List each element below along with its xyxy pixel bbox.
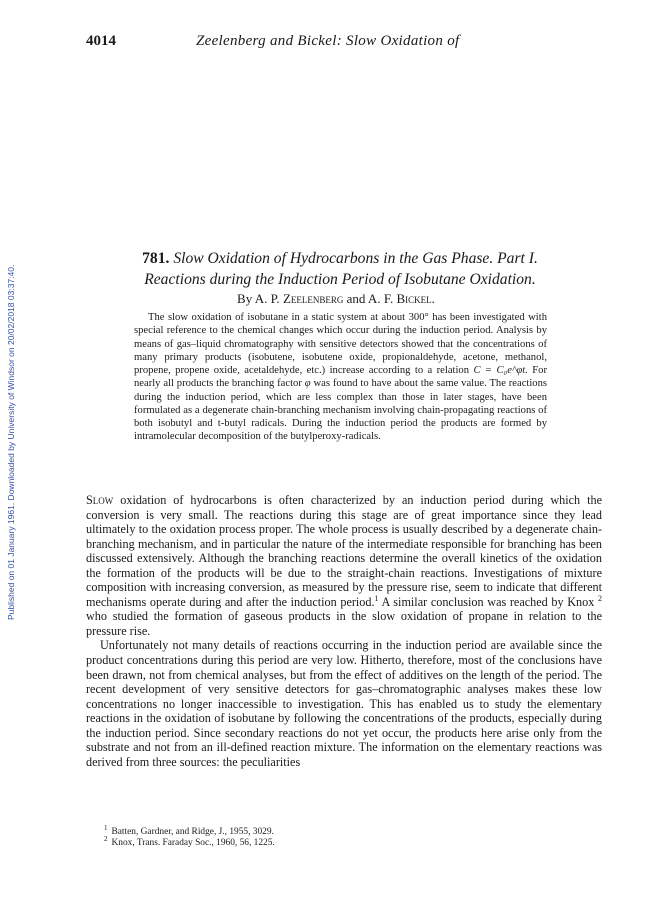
branching-factor-symbol: φ xyxy=(304,378,311,390)
footnote-2 xyxy=(104,834,275,849)
footnote-mark: 1 xyxy=(104,823,108,832)
authors-mid: and A. F. xyxy=(346,291,394,306)
author-1-surname: Zeelenberg xyxy=(282,291,344,306)
body-paragraph-1 xyxy=(86,493,602,638)
footnote-ref-2[interactable]: 2 xyxy=(598,593,602,603)
abstract-text-b: For nearly all products the branching factor xyxy=(134,365,547,390)
footnote-text: Knox, Trans. Faraday Soc., 1960, 56, 1225. xyxy=(111,838,275,848)
body-p1-text-c: who studied the formation of gaseous products in the slow oxidation of propane in relation to the pressure rise. xyxy=(86,609,602,638)
abstract-text-c: was found to have about the same value. The reactions during the induction period, which are less complex than those in later stages, have been formulated as a degenerate chain-branching mechanism involving chain-propagating reactions of both isobutyl and t-butyl radicals. During the induction period the products are formed by intramolecular decomposition of the butylperoxy-radicals. xyxy=(134,378,548,443)
article-title-line-2: Reactions during the Induction Period of Isobutane Oxidation. xyxy=(144,271,536,288)
footnote-ref-1[interactable]: 1 xyxy=(374,593,379,603)
growth-formula: C = C₀e^φt. xyxy=(473,365,528,376)
abstract-text-a: The slow oxidation of isobutane in a static system at about 300° has been investigated with special reference to the chemical changes which occur during the induction period. Analysis by means of gas–liquid chromatography with sensitive detectors showed that the concentrations of many primary products (isobutene, isobutene oxide, propionaldehyde, acetone, methanol, propene, propene oxide, acetaldehyde, etc.) increase according to a relation xyxy=(134,312,547,376)
body-p1-text-a: oxidation of hydrocarbons is often characterized by an induction period during which the conversion is very small. The reactions during this stage are of great importance since they lead ultimately to the oxidation process proper. The whole process is usually described by a degenerate chain-branching mechanism, and in particular the nature of the intermediate responsible for branching has been discussed extensively. Although the branching reactions determine the overall kinetics of the oxidation the formation of the products will be due to the straight-chain reactions. Investigations of mixture composition with increasing conversion, as measured by the pressure rise, seem to indicate that different mechanisms operate during and after the induction period. xyxy=(86,493,602,609)
authors-prefix: By A. P. xyxy=(237,291,280,306)
footnote-text: Batten, Gardner, and Ridge, J., 1955, 3029. xyxy=(111,827,274,837)
author-2-surname: Bickel. xyxy=(396,291,435,306)
opening-word: Slow xyxy=(86,493,114,507)
download-watermark: Published on 01 January 1961. Downloaded by University of Windsor on 20/02/2018 03:37:40. xyxy=(6,264,16,620)
abstract xyxy=(134,311,547,444)
abstract-paragraph xyxy=(134,311,547,444)
article-body xyxy=(86,493,602,769)
running-head xyxy=(0,33,672,53)
page-number: 4014 xyxy=(86,33,116,49)
article-title-line-1 xyxy=(60,248,620,269)
article-title-block xyxy=(60,248,620,290)
footnotes xyxy=(104,823,275,849)
running-title: Zeelenberg and Bickel: Slow Oxidation of xyxy=(196,33,460,49)
footnote-mark: 2 xyxy=(104,834,108,843)
body-p1-text-b: A similar conclusion was reached by Knox xyxy=(378,594,595,609)
article-number: 781. xyxy=(142,250,170,267)
footnote-1 xyxy=(104,823,275,838)
author-line xyxy=(0,291,672,307)
title-part-1: Slow Oxidation of Hydrocarbons in the Gas Phase. Part I. xyxy=(173,250,538,267)
body-paragraph-2: Unfortunately not many details of reactions occurring in the induction period are available since the product concentrations during this period are very low. Hitherto, therefore, most of the conclusions have been drawn, not from chemical analyses, but from the effect of additives on the length of the period. The recent development of very sensitive detectors for gas–chromatographic analyses makes these low concentrations no longer inaccessible to investigation. This has enabled us to study the elementary reactions in the oxidation of isobutane by following the concentrations of the products, especially during the induction period. Since secondary reactions do not yet occur, the products here arise only from the substrate and not from an ill-defined reaction mixture. The information on the elementary reactions was derived from three sources: the peculiarities xyxy=(86,638,602,769)
